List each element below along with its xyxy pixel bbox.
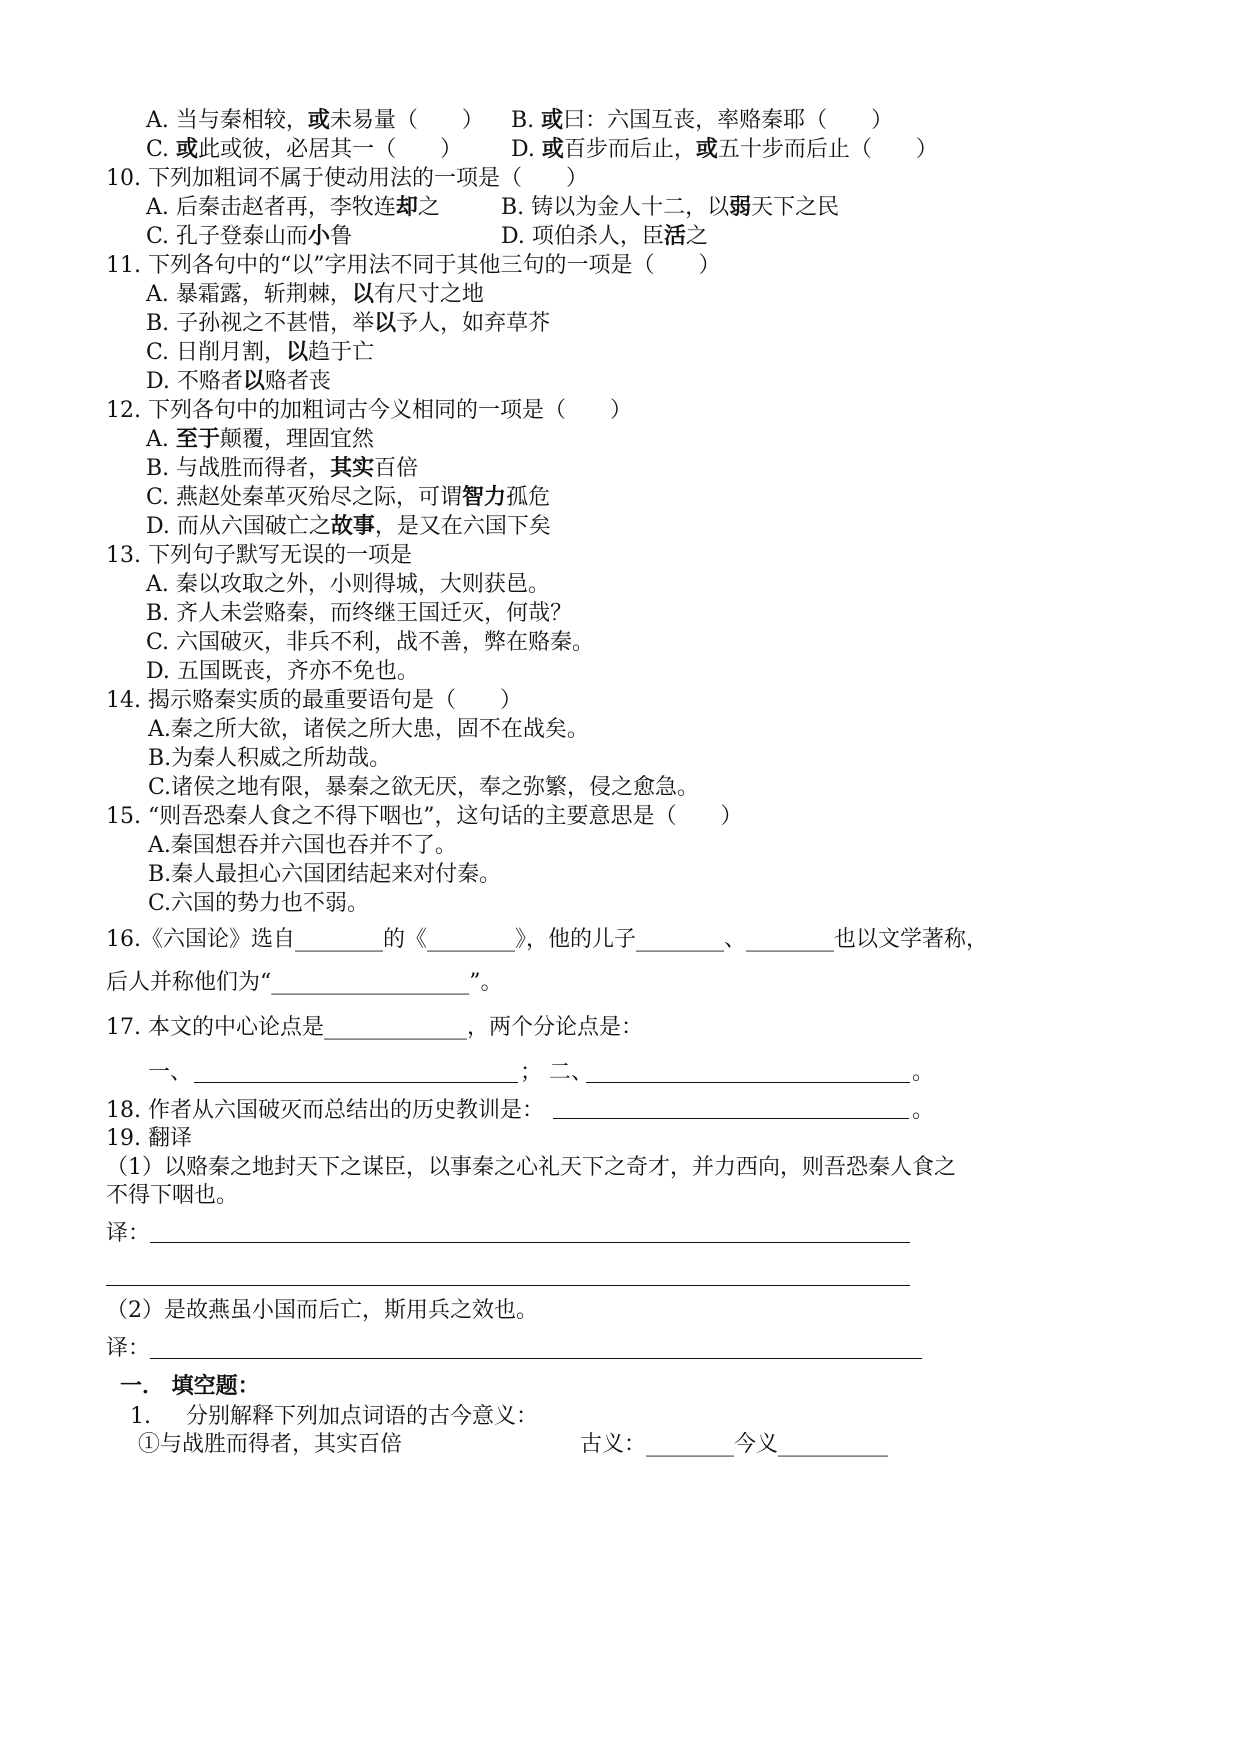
q14-option-c: C.诸侯之地有限，暴秦之欲无厌，奉之弥繁，侵之愈急。 <box>148 775 700 800</box>
q9-option-a: A. 当与秦相较，或未易量（ ） <box>146 108 484 133</box>
q18-end: 。 <box>912 1098 935 1123</box>
q17-blank-two[interactable] <box>586 1082 910 1083</box>
q10-option-c: C. 孔子登泰山而小鲁 <box>146 224 353 249</box>
q12-option-a: A. 至于颠覆，理固宜然 <box>146 427 374 452</box>
fill1-item-1-answer: 古义：________今义__________ <box>580 1432 889 1457</box>
q11-option-a: A. 暴霜露，斩荆棘，以有尺寸之地 <box>146 282 484 307</box>
q19-answer-line-2[interactable] <box>106 1285 910 1286</box>
fill1-jin-blank[interactable]: __________ <box>778 1432 889 1457</box>
q16-blank-1[interactable]: ________ <box>295 927 383 952</box>
q12-option-d: D. 而从六国破亡之故事，是又在六国下矣 <box>146 514 551 539</box>
q16-blank-2[interactable]: ________ <box>427 927 516 952</box>
q10-option-a: A. 后秦击赵者再，李牧连却之 <box>146 195 440 220</box>
q15-stem: 15. “则吾恐秦人食之不得下咽也”，这句话的主要意思是（ ） <box>106 804 743 829</box>
q12-option-c: C. 燕赵处秦革灭殆尽之际，可谓智力孤危 <box>146 485 551 510</box>
q13-option-a: A. 秦以攻取之外，小则得城，大则获邑。 <box>146 572 550 597</box>
fill1-item-1: ①与战胜而得者，其实百倍 <box>138 1432 403 1457</box>
q11-option-c: C. 日削月割，以趋于亡 <box>146 340 375 365</box>
q14-option-b: B.为秦人积威之所劫哉。 <box>148 746 392 771</box>
q13-option-b: B. 齐人未尝赂秦，而终继王国迁灭，何哉？ <box>146 601 573 626</box>
q10-stem: 10. 下列加粗词不属于使动用法的一项是（ ） <box>106 166 588 191</box>
q19-stem: 19. 翻译 <box>106 1126 192 1151</box>
q15-option-b: B.秦人最担心六国团结起来对付秦。 <box>148 862 502 887</box>
q16-blank-4[interactable]: ________ <box>746 927 835 952</box>
q16-line2: 后人并称他们为“__________________”。 <box>106 970 503 995</box>
section-title: 一． 填空题： <box>120 1374 260 1399</box>
q18-text: 18. 作者从六国破灭而总结出的历史教训是： <box>106 1098 544 1123</box>
q15-option-a: A.秦国想吞并六国也吞并不了。 <box>148 833 457 858</box>
q10-option-d: D. 项伯杀人，臣活之 <box>501 224 708 249</box>
fill1-number: 1. <box>130 1404 151 1429</box>
q17-sub-one-label: 一、 <box>148 1060 193 1085</box>
q19-sentence-2: （2）是故燕虽小国而后亡，斯用兵之效也。 <box>106 1298 538 1323</box>
q12-stem: 12. 下列各句中的加粗词古今义相同的一项是（ ） <box>106 398 632 423</box>
q12-option-b: B. 与战胜而得者，其实百倍 <box>146 456 419 481</box>
q11-stem: 11. 下列各句中的“以”字用法不同于其他三句的一项是（ ） <box>106 253 721 278</box>
q19-answer-line-3[interactable] <box>150 1358 922 1359</box>
q13-option-d: D. 五国既丧，齐亦不免也。 <box>146 659 419 684</box>
q14-stem: 14. 揭示赂秦实质的最重要语句是（ ） <box>106 688 522 713</box>
q13-option-c: C. 六国破灭，非兵不利，战不善，弊在赂秦。 <box>146 630 595 655</box>
q14-option-a: A.秦之所大欲，诸侯之所大患，固不在战矣。 <box>148 717 589 742</box>
q17-blank-main[interactable]: _____________ <box>323 1015 467 1040</box>
q13-stem: 13. 下列句子默写无误的一项是 <box>106 543 412 568</box>
q17-blank-one[interactable] <box>194 1082 518 1083</box>
q16-line1: 16.《六国论》选自________的《________》，他的儿子________、________也以文学著称， <box>106 927 989 952</box>
q9-option-c: C. 或此或彼，必居其一（ ） <box>146 137 463 162</box>
q19-answer-line-1[interactable] <box>150 1242 910 1243</box>
q9-option-b: B. 或曰：六国互丧，率赂秦耶（ ） <box>511 108 894 133</box>
q17-line1: 17. 本文的中心论点是_____________，两个分论点是： <box>106 1015 643 1040</box>
q11-option-d: D. 不赂者以赂者丧 <box>146 369 331 394</box>
q18-blank[interactable] <box>553 1118 909 1119</box>
fill1-gu-blank[interactable]: ________ <box>646 1432 735 1457</box>
q17-sub-two-label: ； 二、 <box>520 1060 593 1085</box>
q16-blank-5[interactable]: __________________ <box>271 970 470 995</box>
fill1-stem: 分别解释下列加点词语的古今意义： <box>186 1404 539 1429</box>
q10-option-b: B. 铸以为金人十二，以弱天下之民 <box>501 195 840 220</box>
q19-sentence-1-line2: 不得下咽也。 <box>106 1183 239 1208</box>
q9-option-d: D. 或百步而后止，或五十步而后止（ ） <box>511 137 938 162</box>
q16-blank-3[interactable]: ________ <box>636 927 725 952</box>
q15-option-c: C.六国的势力也不弱。 <box>148 891 370 916</box>
q11-option-b: B. 子孙视之不甚惜，举以予人，如弃草芥 <box>146 311 551 336</box>
q19-translate-label-1: 译： <box>106 1221 151 1246</box>
q19-translate-label-2: 译： <box>106 1336 151 1361</box>
q17-end: 。 <box>912 1060 935 1085</box>
q19-sentence-1-line1: （1）以赂秦之地封天下之谋臣，以事秦之心礼天下之奇才，并力西向，则吾恐秦人食之 <box>106 1155 956 1180</box>
